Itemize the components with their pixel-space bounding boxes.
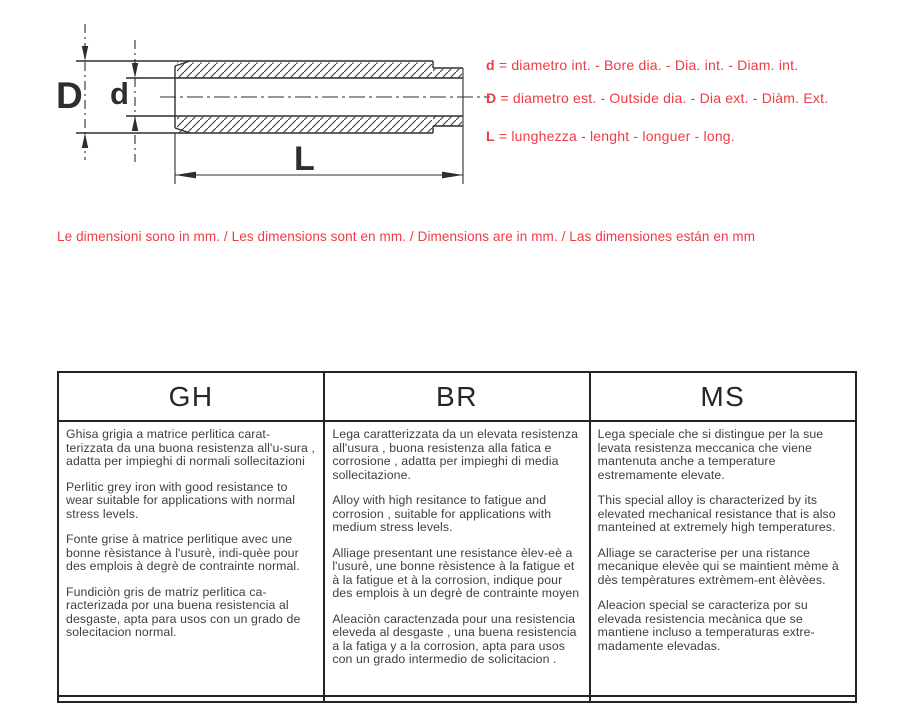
table-bottom-spacer-row	[59, 696, 855, 701]
column-header-br: BR	[324, 373, 589, 421]
legend-item-d	[486, 57, 828, 73]
dimensions-note: Le dimensioni sono in mm. / Les dimensions sont en mm. / Dimensions are in mm. / Las dimensiones están en mm	[57, 229, 756, 244]
legend-item-L	[486, 128, 828, 144]
spacer-cell	[59, 696, 324, 701]
bushing-section-drawing	[0, 0, 520, 210]
spacer-cell	[590, 696, 855, 701]
br-paragraph-italian: Lega caratterizzata da un elevata resistenza all'usura , buona resistenza alla fatica e corrosione , adatta per impieghi di media sollecitazione.	[332, 427, 579, 482]
material-cell-br	[324, 421, 589, 696]
dimension-legend	[486, 57, 828, 144]
br-paragraph-english: Alloy with high resitance to fatigue and corrosion , suitable for applications with medium stress levels.	[332, 493, 552, 534]
spacer-cell	[324, 696, 589, 701]
br-paragraph-spanish: Aleaciòn caractenzada pour una resistencia eleveda al desgaste , una buena resistencia a la fatiga y a la corrosion, apta para usos con un grado intermedio de solicitacion .	[332, 611, 577, 666]
table-row	[59, 421, 855, 696]
legend-text-L: = lunghezza - lenght - longuer - long.	[498, 128, 735, 144]
dimension-lines	[85, 24, 463, 184]
gh-paragraph-french: Fonte grise à matrice perlitique avec une bonne rèsistance à l'usurè, indi-quèe pour des emplois à degrè de contrainte normal.	[66, 532, 300, 573]
gh-paragraph-italian: Ghisa grigia a matrice perlitica carat-terizzata da una buona resistenza all'u-sura , adatta per impieghi di normali sollecitazioni	[66, 427, 315, 468]
legend-text-d: = diametro int. - Bore dia. - Dia. int. - Diam. int.	[498, 57, 799, 73]
legend-symbol-L: L	[486, 128, 495, 144]
ms-paragraph-french: Alliage se caracterise per una ristance mecanique elevèe qui se maintient mème à dès tempèratures extrèmem-ent èlèvèes.	[597, 545, 839, 587]
legend-symbol-D: D	[486, 90, 497, 106]
length-label: L	[294, 140, 315, 178]
table-header-row	[59, 373, 855, 421]
material-cell-ms	[590, 421, 855, 696]
column-header-gh: GH	[59, 373, 324, 421]
gh-paragraph-english: Perlitic grey iron with good resistance to wear suitable for applications with normal stress levels.	[66, 479, 296, 521]
ms-paragraph-english: This special alloy is characterized by its elevated mechanical resistance that is also manteined at extremely high temperatures.	[597, 493, 836, 534]
outer-diameter-label: D	[56, 75, 83, 116]
legend-symbol-d: d	[486, 57, 495, 73]
column-header-ms: MS	[590, 373, 855, 421]
material-cell-gh	[59, 421, 324, 696]
ms-paragraph-italian: Lega speciale che si distingue per la sue levata resistenza meccanica che viene mantenuta anche a temperature estremamente elevate.	[597, 427, 824, 482]
legend-item-D	[486, 90, 828, 106]
inner-diameter-label: d	[110, 76, 129, 111]
legend-text-D: = diametro est. - Outside dia. - Dia ext. - Diàm. Ext.	[500, 90, 829, 106]
br-paragraph-french: Alliage presentant une resistance èlev-eè a l'usurè, une bonne rèsistence à la fatigue et à la fatigue et à la corrosion, indique pour des emplois à un degrè de contrainte moyen	[332, 545, 580, 600]
materials-table	[57, 371, 857, 703]
gh-paragraph-spanish: Fundiciòn gris de matriz perlitica ca-racterizada por una buena resistencia al desgaste, apta para usos con un grado de solecitacion normal.	[66, 584, 301, 639]
ms-paragraph-spanish: Aleacion special se caracteriza por su elevada resistencia mecànica que se mantiene incluso a temperaturas extre-madamente elevadas.	[597, 598, 815, 653]
